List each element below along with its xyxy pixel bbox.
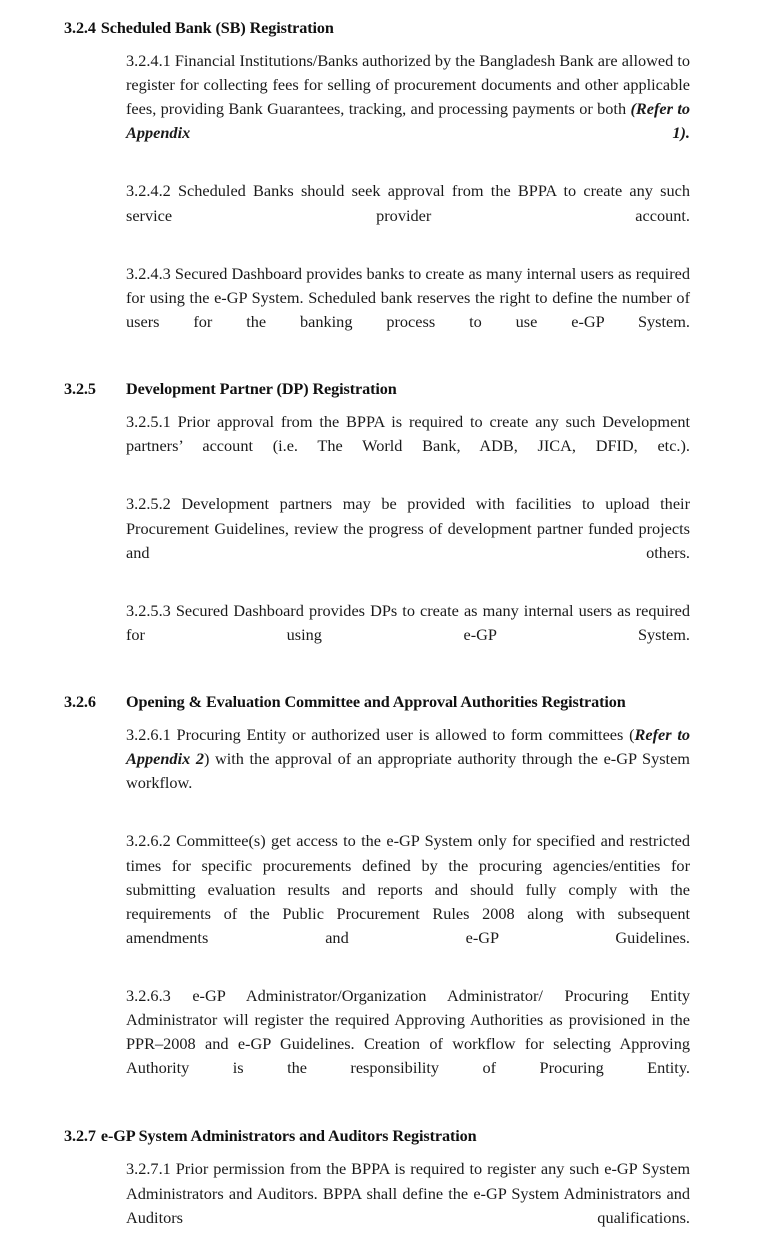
paragraph-3-2-5-2 — [126, 492, 690, 588]
text-run: 3.2.5.2 Development partners may be provided with facilities to upload their Procurement Guidelines, review the progress of development partner funded projects and others. — [126, 494, 690, 562]
text-run: 3.2.6.3 e-GP Administrator/Organization Administrator/ Procuring Entity Administrator will register the required Approving Authorities as provisioned in the PPR–2008 and e-GP Guidelines. Creation of workflow for selecting Approving Authority is the responsibility of Procuring Entity. — [126, 986, 690, 1078]
text-run: 3.2.7.1 Prior permission from the BPPA is required to register any such e-GP System Administrators and Auditors. BPPA shall define the e-GP System Administrators and Auditors qualifications. — [126, 1159, 690, 1227]
section-number: 3.2.7 — [64, 1127, 96, 1146]
paragraph-3-2-6-1 — [126, 723, 690, 819]
section-heading-3-2-5 — [64, 377, 690, 401]
paragraph-3-2-6-2 — [126, 829, 690, 974]
emphasis-reference: (Refer to Appendix 1). — [126, 99, 690, 143]
paragraph-3-2-5-3 — [126, 599, 690, 671]
text-run: ) with the approval of an appropriate authority through the e-GP System workflow. — [126, 749, 690, 793]
text-run: 3.2.6.2 Committee(s) get access to the e-GP System only for specified and restricted times for specific procurements defined by the procuring agencies/entities for submitting evaluation results and reports and should fully comply with the requirements of the Public Procurement Rules 2008 along with subsequent amendments and e-GP Guidelines. — [126, 831, 690, 947]
emphasis-reference: Refer to Appendix 2 — [126, 725, 690, 769]
text-run: 3.2.4.3 Secured Dashboard provides banks to create as many internal users as required for using the e-GP System. Scheduled bank reserves the right to define the number of users for the banking process to use e-GP System. — [126, 263, 690, 331]
section-title: Scheduled Bank (SB) Registration — [100, 19, 334, 37]
text-run: 3.2.4.1 Financial Institutions/Banks authorized by the Bangladesh Bank are allowed to register for collecting fees for selling of procurement documents and other applicable fees, providing Bank Guarantees, tracking, and processing payments or both — [126, 51, 690, 119]
section-number: 3.2.5 — [64, 380, 96, 399]
paragraph-3-2-4-2 — [126, 179, 690, 251]
section-title: Development Partner (DP) Registration — [126, 380, 397, 399]
section-number: 3.2.6 — [64, 693, 96, 712]
paragraph-3-2-6-3 — [126, 984, 690, 1104]
section-title: Opening & Evaluation Committee and Approval Authorities Registration — [126, 693, 626, 712]
paragraph-3-2-7-1 — [126, 1157, 690, 1253]
section-heading-3-2-7 — [64, 1124, 690, 1148]
paragraph-3-2-4-3 — [126, 262, 690, 358]
paragraph-3-2-5-1 — [126, 410, 690, 482]
text-run: 3.2.5.1 Prior approval from the BPPA is required to create any such Development partners’ account (i.e. The World Bank, ADB, JICA, DFID, etc.). — [126, 412, 690, 456]
text-run: 3.2.4.2 Scheduled Banks should seek approval from the BPPA to create any such service provider account. — [126, 181, 690, 225]
paragraph-3-2-4-1 — [126, 49, 690, 169]
section-number: 3.2.4 — [64, 19, 96, 37]
text-run: 3.2.5.3 Secured Dashboard provides DPs to create as many internal users as required for using e-GP System. — [126, 600, 690, 644]
section-heading-3-2-6 — [64, 690, 690, 714]
text-run: 3.2.6.1 Procuring Entity or authorized user is allowed to form committees ( — [126, 725, 635, 745]
section-title: e-GP System Administrators and Auditors Registration — [100, 1127, 477, 1146]
section-heading-3-2-4 — [64, 16, 690, 40]
